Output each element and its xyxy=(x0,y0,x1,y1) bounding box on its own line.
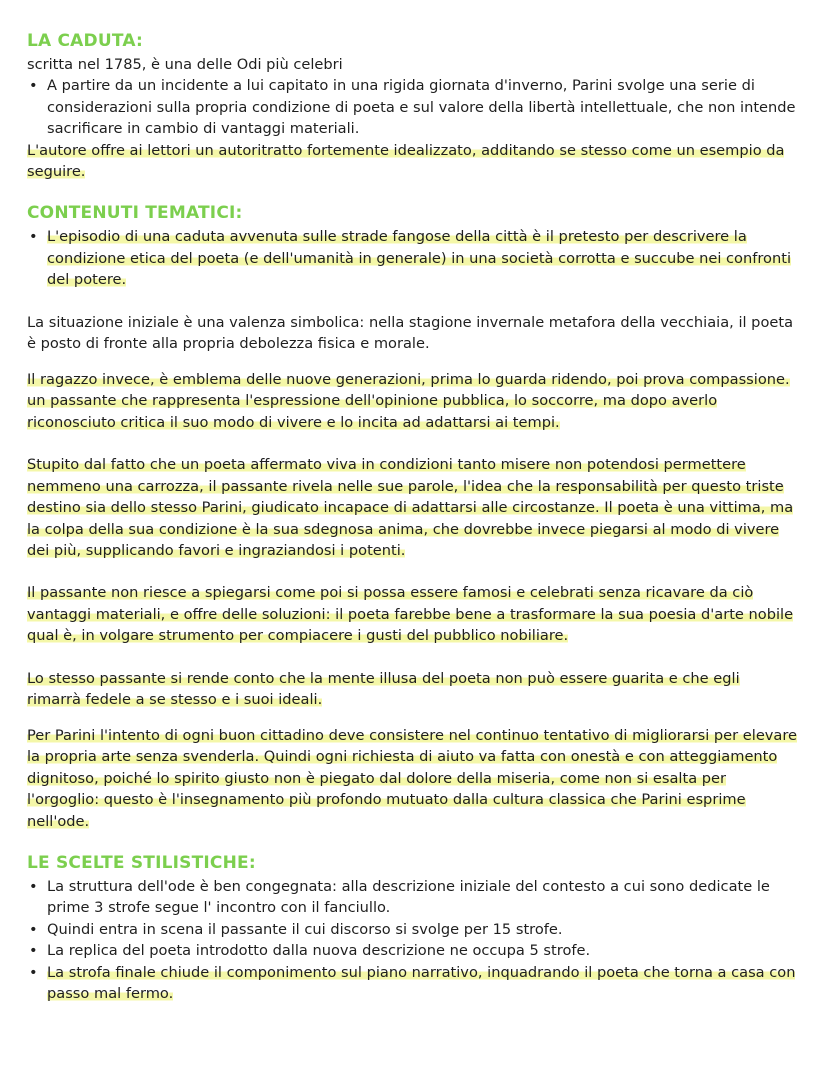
caduta-bullet-1: • A partire da un incidente a lui capitato in una rigida giornata d'inverno, Parini svolge una serie di considerazioni sulla propria condizione di poeta e sul valore della libertà intellettuale, che non intende sacrificare in cambio di vantaggi materiali. xyxy=(27,75,798,139)
contenuti-paragraph-3: Il passante non riesce a spiegarsi come poi si possa essere famosi e celebrati senza ricavare da ciò vantaggi materiali, e offre delle soluzioni: il poeta farebbe bene a trasformare la sua poesia d'arte nobile qual è, in volgare strumento per compiacere i gusti del pubblico nobiliare. xyxy=(27,584,794,645)
heading-caduta: LA CADUTA: xyxy=(27,31,144,51)
contenuti-paragraph-1b: Il ragazzo invece, è emblema delle nuove generazioni, prima lo guarda ridendo, poi prova compassione. un passante che rappresenta l'espressione dell'opinione pubblica, lo soccorre, ma dopo averlo riconosciuto critica il suo modo di vivere e lo incita ad adattarsi ai tempi. xyxy=(27,371,790,431)
heading-scelte: LE SCELTE STILISTICHE: xyxy=(27,852,256,873)
scelte-bullet-1: • La struttura dell'ode è ben congegnata: alla descrizione iniziale del contesto a cui sono dedicate le prime 3 strofe segue l' incontro con il fanciullo. xyxy=(27,876,798,919)
caduta-intro: scritta nel 1785, è una delle Odi più celebri xyxy=(27,56,343,73)
contenuti-bullets xyxy=(27,226,798,290)
scelte-bullet-4: • La strofa finale chiude il componimento sul piano narrativo, inquadrando il poeta che torna a casa con passo mal fermo. xyxy=(27,962,798,1005)
heading-contenuti: CONTENUTI TEMATICI: xyxy=(27,203,243,224)
contenuti-paragraph-4b: Per Parini l'intento di ogni buon cittadino deve consistere nel continuo tentativo di migliorarsi per elevare la propria arte senza svenderla. Quindi ogni richiesta di aiuto va fatta con onestà e con atteggiamento dignitoso, poiché lo spirito giusto non è piegato dal dolore della miseria, come non si esalta per l'orgoglio: questo è l'insegnamento più profondo mutuato dalla cultura classica che Parini esprime nell'ode. xyxy=(27,726,798,830)
contenuti-bullet-1: • L'episodio di una caduta avvenuta sulle strade fangose della città è il pretesto per descrivere la condizione etica del poeta (e dell'umanità in generale) in una società corrotta e succube nei confronti del potere. xyxy=(27,226,798,290)
contenuti-paragraph-1: La situazione iniziale è una valenza simbolica: nella stagione invernale metafora della vecchiaia, il poeta è posto di fronte alla propria debolezza fisica e morale. xyxy=(27,313,794,353)
caduta-bullets xyxy=(27,75,798,139)
contenuti-paragraph-4: Lo stesso passante si rende conto che la mente illusa del poeta non può essere guarita e che egli rimarrà fedele a se stesso e i suoi ideali. xyxy=(27,669,740,708)
scelte-bullets xyxy=(27,876,798,1004)
scelte-bullet-3: • La replica del poeta introdotto dalla nuova descrizione ne occupa 5 strofe. xyxy=(27,940,798,961)
caduta-closing: L'autore offre ai lettori un autoritratto fortemente idealizzato, additando se stesso come un esempio da seguire. xyxy=(27,141,785,181)
contenuti-paragraph-2: Stupito dal fatto che un poeta affermato viva in condizioni tanto misere non potendosi permettere nemmeno una carrozza, il passante rivela nelle sue parole, l'idea che la responsabilità per questo triste destino sia dello stesso Parini, giudicato incapace di adattarsi alle circostanze. Il poeta è una vittima, ma la colpa della sua condizione è la sua sdegnosa anima, che dovrebbe invece piegarsi al modo di vivere dei più, supplicando favori e ingraziandosi i potenti. xyxy=(27,456,794,559)
scelte-bullet-2: • Quindi entra in scena il passante il cui discorso si svolge per 15 strofe. xyxy=(27,919,798,940)
